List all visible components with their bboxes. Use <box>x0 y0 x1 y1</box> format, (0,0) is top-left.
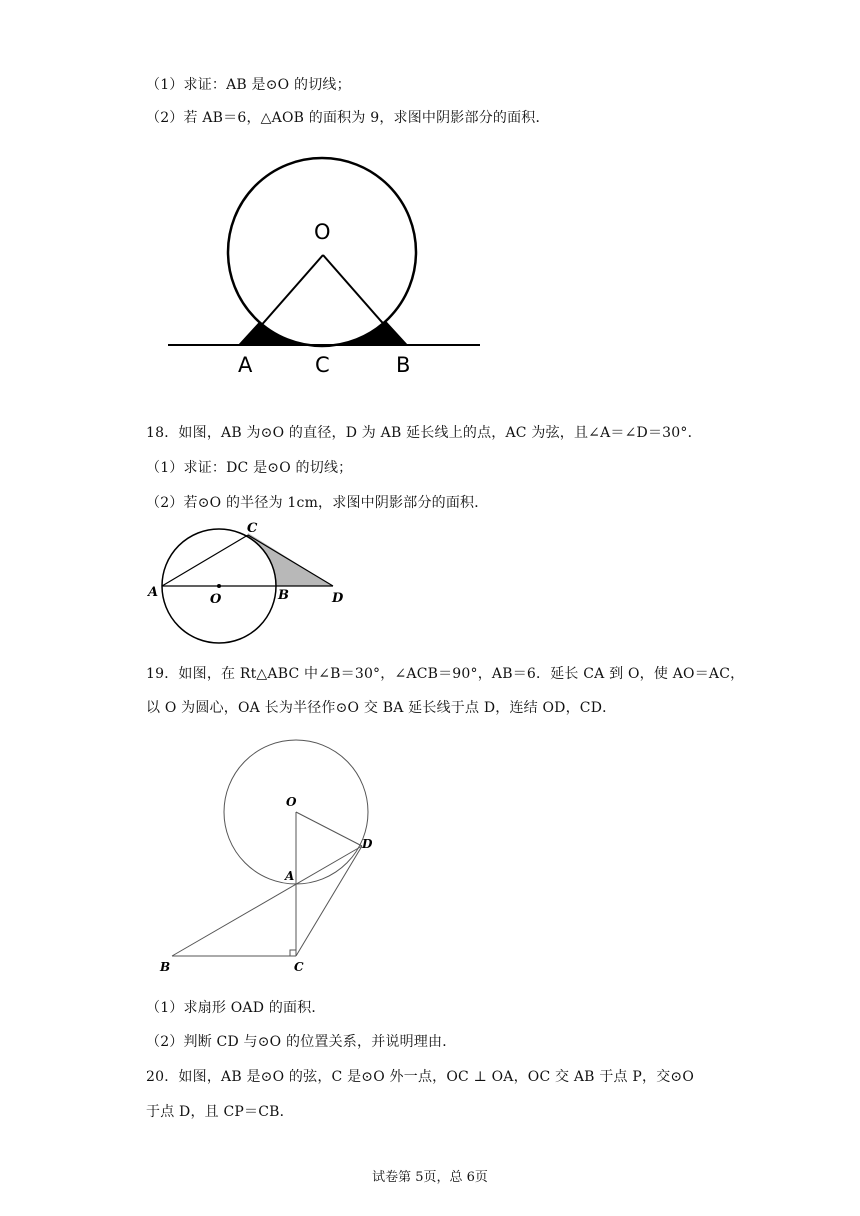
q18-label-O: O <box>210 592 222 607</box>
q19-label-O: O <box>286 795 297 809</box>
q19-label-D: D <box>362 837 373 851</box>
q19-figure <box>150 728 390 983</box>
q17-shaded-region <box>238 252 408 345</box>
q17-label-B: B <box>396 353 411 377</box>
q19-label-B: B <box>160 960 171 974</box>
q19-stem-line2: 以 O 为圆心，OA 长为半径作⊙O 交 BA 延长线于点 D，连结 OD，CD． <box>146 700 617 716</box>
q19-segment-OD <box>296 812 362 846</box>
q18-label-B: B <box>278 588 289 603</box>
page-footer: 试卷第 5页，总 6页 <box>372 1170 488 1185</box>
q17-label-C: C <box>315 353 330 377</box>
q18-part1: （1）求证：DC 是⊙O 的切线； <box>146 460 353 476</box>
q18-stem: 18．如图，AB 为⊙O 的直径，D 为 AB 延长线上的点，AC 为弦，且∠A＝∠D＝30°． <box>146 425 702 441</box>
q19-part2: （2）判断 CD 与⊙O 的位置关系，并说明理由． <box>146 1034 457 1050</box>
q17-segment-OA <box>244 255 323 345</box>
q17-label-A: A <box>238 353 253 377</box>
q17-part2: （2）若 AB＝6，△AOB 的面积为 9，求图中阴影部分的面积． <box>146 110 550 126</box>
q18-center-dot <box>217 584 221 588</box>
q18-label-D: D <box>332 591 344 606</box>
q18-chord-AC <box>162 535 248 586</box>
q19-right-angle-mark <box>290 950 296 956</box>
q20-stem-line1: 20．如图，AB 是⊙O 的弦，C 是⊙O 外一点，OC ⊥ OA，OC 交 AB 于点 P，交⊙O <box>146 1069 695 1085</box>
q19-label-C: C <box>294 960 304 974</box>
q17-figure <box>160 148 490 388</box>
q17-part1: （1）求证：AB 是⊙O 的切线； <box>146 77 351 93</box>
q19-stem-line1: 19．如图，在 Rt△ABC 中∠B＝30°，∠ACB＝90°，AB＝6．延长 CA 到 O，使 AO＝AC， <box>146 666 745 682</box>
q19-part1: （1）求扇形 OAD 的面积． <box>146 1000 326 1016</box>
q19-label-A: A <box>285 869 295 883</box>
q18-part2: （2）若⊙O 的半径为 1cm，求图中阴影部分的面积． <box>146 495 489 511</box>
q17-circle <box>228 158 416 346</box>
q18-label-C: C <box>247 521 258 536</box>
q18-figure <box>140 520 370 650</box>
q19-segment-CD <box>296 846 362 956</box>
q19-segment-BD <box>172 846 362 956</box>
q20-stem-line2: 于点 D，且 CP＝CB． <box>146 1104 294 1120</box>
q17-segment-OB <box>323 255 402 345</box>
q18-label-A: A <box>148 585 159 600</box>
q17-label-O: O <box>314 220 331 244</box>
